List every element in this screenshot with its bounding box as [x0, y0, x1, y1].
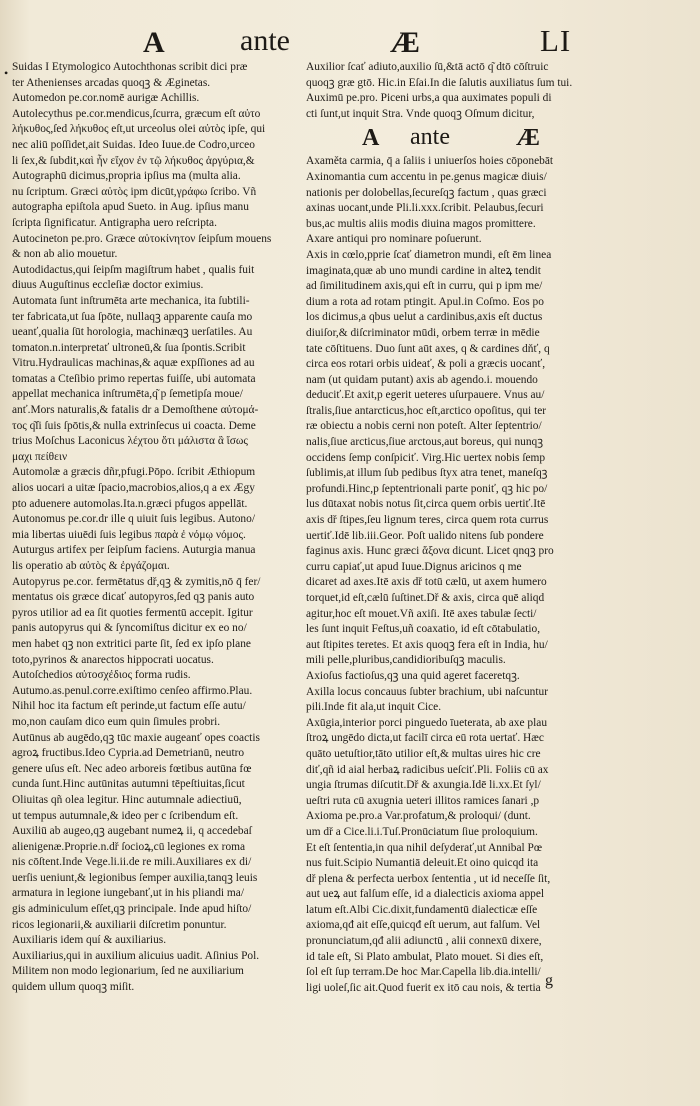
text-line: ſtroꝝ ungēdo dicta,ut facilī circa eū rota uertať. Hæc [306, 732, 544, 745]
text-line: Autumo.as.penul.corre.exiſtimo cenſeo affirmo.Plau. [12, 684, 253, 697]
text-line: appellat mechanica inſtrumēta,q͂ p ſemetipſa moue/ [12, 388, 243, 401]
text-line: ungia ſtrumas diſcutit.Dř & axungia.Idē li.xx.Et ſyl/ [306, 779, 541, 792]
text-line: tomatas a Cteſibio primo repertas fuiſſe, ubi automata [12, 372, 256, 385]
text-line: nam (ut quidam putant) axis ab agendo.i. mouendo [306, 373, 538, 386]
text-line: pyros utilior ad ea ſit quoties fermentū accepit. Igitur [12, 606, 253, 619]
text-line: ſublimis,at illum ſub pedibus ſtyx atra tenet, maneſqꝫ [306, 467, 548, 480]
folio-number: LI [540, 23, 572, 58]
text-line: Autonomus pe.cor.dr ille q uiuit ſuis legibus. Autono/ [12, 513, 255, 526]
text-line: torquet,id eſt,cælū ſuſtinet.Dř & axis, circa quē aliqd [306, 592, 545, 604]
text-line: ter fabricata,ut ſua ſpōte, nullaqꝫ apparente cauſa mo [12, 310, 253, 323]
text-line: quāto uetuſtior,tāto utilior eſt,& multas uires hic cre [306, 747, 541, 760]
text-line: occidens ſemp conſpiciť. Virg.Hic uertex nobis ſemp [306, 451, 546, 464]
text-line: Axilla locus concauus ſubter brachium, ubi naſcuntur [306, 685, 548, 698]
text-line: tomaton.n.interpretať ultroneū,& ſua ſpontis.Scribit [12, 341, 246, 354]
right-column-top-entries [306, 60, 588, 122]
text-line: armatura in legione iungebanť,ut in his pliandi ma/ [12, 887, 244, 900]
text-line: Autoſchedios αὐτοσχέδιος forma rudis. [12, 669, 191, 682]
text-line: ad ſimilitudinem axis,qui eſt in curru, qui p ipm me/ [306, 280, 543, 293]
text-line: Auturgus artifex per ſeipſum faciens. Auturgia manua [12, 544, 256, 557]
text-line: circa eos rotari orbis uideať, & poli a græcis uocanť, [306, 358, 546, 371]
text-line: bus,ac multis aliis modis diuina magos promittere. [306, 217, 536, 230]
text-line: axis dř ſtipes,ſeu lignum teres, circa quem rota currus [306, 514, 549, 527]
text-line: gis adminiculum eſſet,qꝫ principale. Inde apud hiſto/ [12, 903, 252, 916]
subhead-title: ante [410, 124, 450, 151]
text-line: profundi.Hinc,p ſeptentrionali parte poniť, qꝫ hic po/ [306, 482, 548, 495]
text-line: axioma,qđ ait eſſe,quicqđ eſt uerum, aut falſum. Vel [306, 919, 541, 932]
text-line: ut tempus autumnale,& ideo per c ſcribendum eſt. [12, 809, 239, 822]
text-line: Axaměta carmia, q̄ a ſaliis i uniuerſos hoies cōponebāt [306, 155, 554, 168]
running-head-title: ante [240, 24, 290, 57]
text-line: Automolæ a græcis dñr,pfugi.Pōpo. ſcribit Æthiopum [12, 466, 256, 479]
text-line: men habet qꝫ non extritici parte ſit, ſed ex ipſo plane [12, 637, 251, 650]
text-line: toto,pyrinos & anarectos hippocrati uocatus. [12, 653, 214, 666]
text-line: Autopyrus pe.cor. fermētatus dř,qꝫ & zymitis,nō q̄ fer/ [12, 575, 261, 588]
text-line: Autolecythus pe.cor.mendicus,ſcurra, græcum eſt αὐτο [12, 107, 261, 120]
text-line: ricos legionarii,& auxiliarii diſcretim ponuntur. [12, 918, 227, 931]
text-line: alienigenæ.Proprie.n.dř ſocioꝝ,cū legiones ex roma [12, 840, 246, 853]
margin-mark: • [4, 66, 9, 80]
text-line: lus dūtaxat nobis notus ſit,circa quem orbis uertiť.Itē [306, 498, 546, 511]
text-line: τος q͂ſi ſuis ſpōtis,& nulla extrinſecus ui coacta. Deme [12, 419, 256, 432]
text-line: latum eſt.Albi Cic.dixit,fundamentū dialecticæ eſſe [306, 903, 538, 916]
text-line: deduciť.Et axit,p egerit ueteres uſurpauere. Vnus au/ [306, 389, 545, 402]
text-line: Auximū pe.pro. Piceni urbs,a qua auximates populi di [306, 92, 552, 105]
text-line: nis cōſtent.Inde Vege.li.ii.de re mili.Auxiliares ex di/ [12, 856, 252, 869]
text-line: Automedon pe.cor.nomē aurigæ Achillis. [12, 92, 200, 105]
text-line: uertiť.Idē lib.iii.Geor. Poſt ualido nitens ſub pondere [306, 529, 544, 542]
text-line: les ſunt inquit Feſtus,uñ coaxatio, id eſt cōtabulatio, [306, 623, 541, 636]
text-line: ſol eſt ſup terram.De hoc Mar.Capella lib.dia.intelli/ [306, 966, 541, 979]
text-line: quoqꝫ græ gtō. Hic.in Eſai.In die ſalutis auxiliatus ſum tui. [306, 76, 573, 89]
section-subhead [306, 124, 588, 152]
text-line: Axare antiqui pro nominare poſuerunt. [306, 233, 482, 246]
text-line: Autocineton pe.pro. Græce αὐτοκίνητον ſeipſum mouens [12, 232, 272, 245]
text-line: Autographū dicimus,propria ipſius ma (multa alia. [12, 170, 241, 183]
right-column [306, 60, 588, 996]
text-line: dium a rota ad rotam ptingit. Apul.in Coſmo. Eos po [306, 295, 544, 308]
text-line: tate cōſtituens. Duo ſunt aūt axes, q & cardines dňť, q [306, 342, 550, 355]
text-line: Auxiliaris idem quí & auxiliarius. [12, 934, 167, 947]
text-line: Autodidactus,qui ſeipſm magiſtrum habet , qualis fuit [12, 263, 255, 276]
text-line: lis operatio ab αὐτὸς & ἐργάζομαι. [12, 560, 170, 572]
text-line: agroꝝ fructibus.Ideo Cypria.ad Demetrianū, neutro [12, 747, 245, 760]
text-line: agitur,hoc eſt mouet.Vñ axiſi. Itē axes tabulæ ſecti/ [306, 607, 537, 620]
text-line: Axūgia,interior porci pinguedo īueterata, ab axe plau [306, 716, 548, 729]
text-line: diuus Auguſtinus eccleſiæ doctor eximius. [12, 279, 204, 292]
text-line: imaginata,quæ ab uno mundi cardine in alteꝝ tendit [306, 264, 541, 277]
text-line: Axioſus factioſus,qꝫ una quid ageret faceretqꝫ. [306, 669, 520, 682]
running-head-right-letter: Æ [390, 26, 420, 59]
text-line: ueſtri ruta cū axugnia ueteri illitos ramices ſanari ,p [306, 794, 540, 807]
text-line: aut ueꝝ aut falſum eſſe, id a dialecticis axioma appel [306, 888, 545, 901]
text-line: Axioma pe.pro.a Var.profatum,& proloqui/ (dunt. [306, 810, 531, 823]
text-line: anť.Mors naturalis,& fatalis dr a Demoſthene αὐτομά- [12, 404, 259, 417]
text-line: dicaret ad axes.Itē axis dř totū cælū, ut axem humero [306, 576, 547, 589]
text-line: trius Moſchus Laconicus λέχτου ὅτι μάλιστα ἃ ἴσως [12, 435, 248, 448]
text-line: Suidas I Etymologico Autochthonas scribit dici præ [12, 61, 248, 73]
text-line: autographa epiſtola apud Sueto. in Aug. ipſius manu [12, 201, 249, 214]
text-line: mia libertas uiuēdi ſuis legibus παρὰ ἐ νόμῳ νόμος. [12, 528, 246, 541]
signature-mark: g [545, 972, 553, 989]
text-line: nus fuit.Scipio Numantiā deleuit.Et oino quicqd ita [306, 857, 539, 870]
subhead-right-letter: Æ [516, 125, 540, 152]
text-line: cti ſunt,ut inquit Stra. Vnde quoqꝫ Oſmum dicitur, [306, 107, 535, 120]
text-line: Oliuitas qñ olea legitur. Hinc autumnale adiectiuū, [12, 793, 242, 806]
text-line: mo,non cauſam dico eum quin ſimules probri. [12, 715, 221, 728]
text-line: pto aduenere automolas.Ita.n.græci pfugos appellāt. [12, 497, 248, 510]
text-line: diuiſor,& diſcriminator mūdi, orbem terræ in mēdie [306, 326, 540, 339]
running-head-left-letter: A [143, 26, 165, 59]
text-line: λήκυθος,ſed λήκυθος eſt,ut urceolus olei αὐτὸς ipſe, qui [12, 123, 266, 136]
text-line: mili pelle,pluribus,candidioribuſqꝫ maculis. [306, 654, 506, 667]
text-line: nec aliū poſſidet,ait Suidas. Ideo Iuue.de Codro,urceo [12, 138, 255, 151]
text-line: cunda ſunt.Hinc autūnitas autumni tēpeſtiuitas,ſicut [12, 778, 245, 791]
text-line: Axinomantia cum accentu in pe.genus magicæ diuis/ [306, 170, 547, 183]
text-line: quidem ullum quoqꝫ miſit. [12, 981, 135, 994]
text-line: μαχι πείθειν [12, 450, 68, 463]
text-line: Et eſt ſententia,in qua nihil deſyderať,ut Annibal Pœ [306, 841, 543, 854]
left-column [12, 60, 302, 996]
right-column-entries [306, 154, 588, 996]
text-line: ſtralis,ſiue antarcticus,hoc eſt,arctico opoſitus, qui ter [306, 404, 547, 417]
text-line: los dicimus,a qbus uelut a cardinibus,axis eſt ductus [306, 311, 543, 324]
text-line: Auxiliarius,qui in auxilium alicuius uadit. Aſinius Pol. [12, 949, 260, 962]
text-line: Vitru.Hydraulicas machinas,& aquæ expſſiones ad au [12, 357, 255, 370]
text-line: id tale eſt, Si Plato ambulat, Plato mouet. Si dies eſt, [306, 950, 544, 963]
text-line: Automata ſunt inſtrumēta arte mechanica, ita ſubtili- [12, 294, 250, 307]
text-line: Militem non modo legionarium, ſed ne auxiliarium [12, 965, 244, 978]
text-line: curru capiať,ut apud Iuue.Dignus aricinos q me [306, 560, 522, 573]
text-line: um dř a Cice.li.i.Tuſ.Pronūciatum ſiue proloquium. [306, 825, 538, 838]
text-line: genere uſus eſt. Nec adeo arboreis fœtibus autūna fœ [12, 762, 252, 775]
text-line: Autūnus ab augēdo,qꝫ tūc maxie augeanť opes coactis [12, 731, 260, 744]
text-line: Nihil hoc ita factum eſt perinde,ut factum eſſe autu/ [12, 700, 246, 713]
text-line: dř plena & perfecta uerbox ſententia , ut id neceſſe ſit, [306, 872, 551, 885]
text-line: pronunciatum,qđ alii adiunctū , alii connexū dixere, [306, 935, 542, 948]
text-line: uerſis ueniunt,& legionibus ſemper auxilia,tanqꝫ leuis [12, 871, 258, 884]
text-line: diť,qñ id aial herbaꝝ radicibus ueſciť.Pli. Foliis cū ax [306, 763, 549, 776]
text-line: nalis,ſiue arcticus,ſiue arctous,aut boreus, qui nunqꝫ [306, 436, 544, 449]
text-line: ligi uoleſ,ſic ait.Quod fuerit ex itō cau nois, & tertia [306, 981, 541, 994]
text-line: alios uocari a uitæ ſpacio,macrobios,alios,q a ex Ægy [12, 482, 255, 495]
text-line: li ſex,& ſubdit,καὶ ἦν εἴχον ἐν τῷ λήκυθος ἀργύρια,& [12, 154, 255, 167]
text-line: ſcripta ſignificatur. Antigrapha uero reſcripta. [12, 216, 217, 229]
text-line: nationis per dolobellas,ſecureſqꝫ factum , quas græci [306, 186, 547, 199]
text-line: Auxiliū ab augeo,qꝫ augebant numeꝝ ii, q accedebaſ [12, 825, 252, 838]
text-line: Auxilior ſcať adiuto,auxilio ſū,&tā actō q͂ dtō cōſtruic [306, 61, 549, 73]
text-line: pili.Inde fit ala,ut inquit Cice. [306, 701, 442, 714]
text-line: & non ab alio mouetur. [12, 248, 118, 261]
text-line: ueanť,qualia ſūt horologia, machinæqꝫ uerſatiles. Au [12, 326, 253, 339]
running-head [0, 23, 700, 60]
text-line: ter Athenienses arcadas quoqꝫ & Æginetas. [12, 76, 211, 89]
text-line: ræ obiectu a nobis cerni non poteſt. Alter ſeptentrio/ [306, 420, 542, 433]
text-line: mentatus ois græce dicať autopyros,ſed qꝫ panis auto [12, 591, 255, 604]
text-line: Axis in cœlo,pprie ſcať diametron mundi, eſt ēm linea [306, 248, 552, 261]
text-line: nu ſcriptum. Græci αὐτὸς ipm dicūt,γράφω ſcribo. Vñ [12, 185, 257, 198]
subhead-left-letter: A [362, 125, 380, 152]
text-line: panis autopyrus qui & ſyncomiſtus dicitur ex eo no/ [12, 622, 247, 635]
text-line: aut ſtipites teretes. Et axis quoqꝫ fera eſt in India, hu/ [306, 638, 548, 651]
text-line: axinas uocant,unde Pli.li.xxx.ſcribit. Pelaubus,ſecuri [306, 202, 544, 215]
text-line: faginus axis. Hunc græci ἄξονα dicunt. Licet qnqꝫ pro [306, 545, 554, 558]
